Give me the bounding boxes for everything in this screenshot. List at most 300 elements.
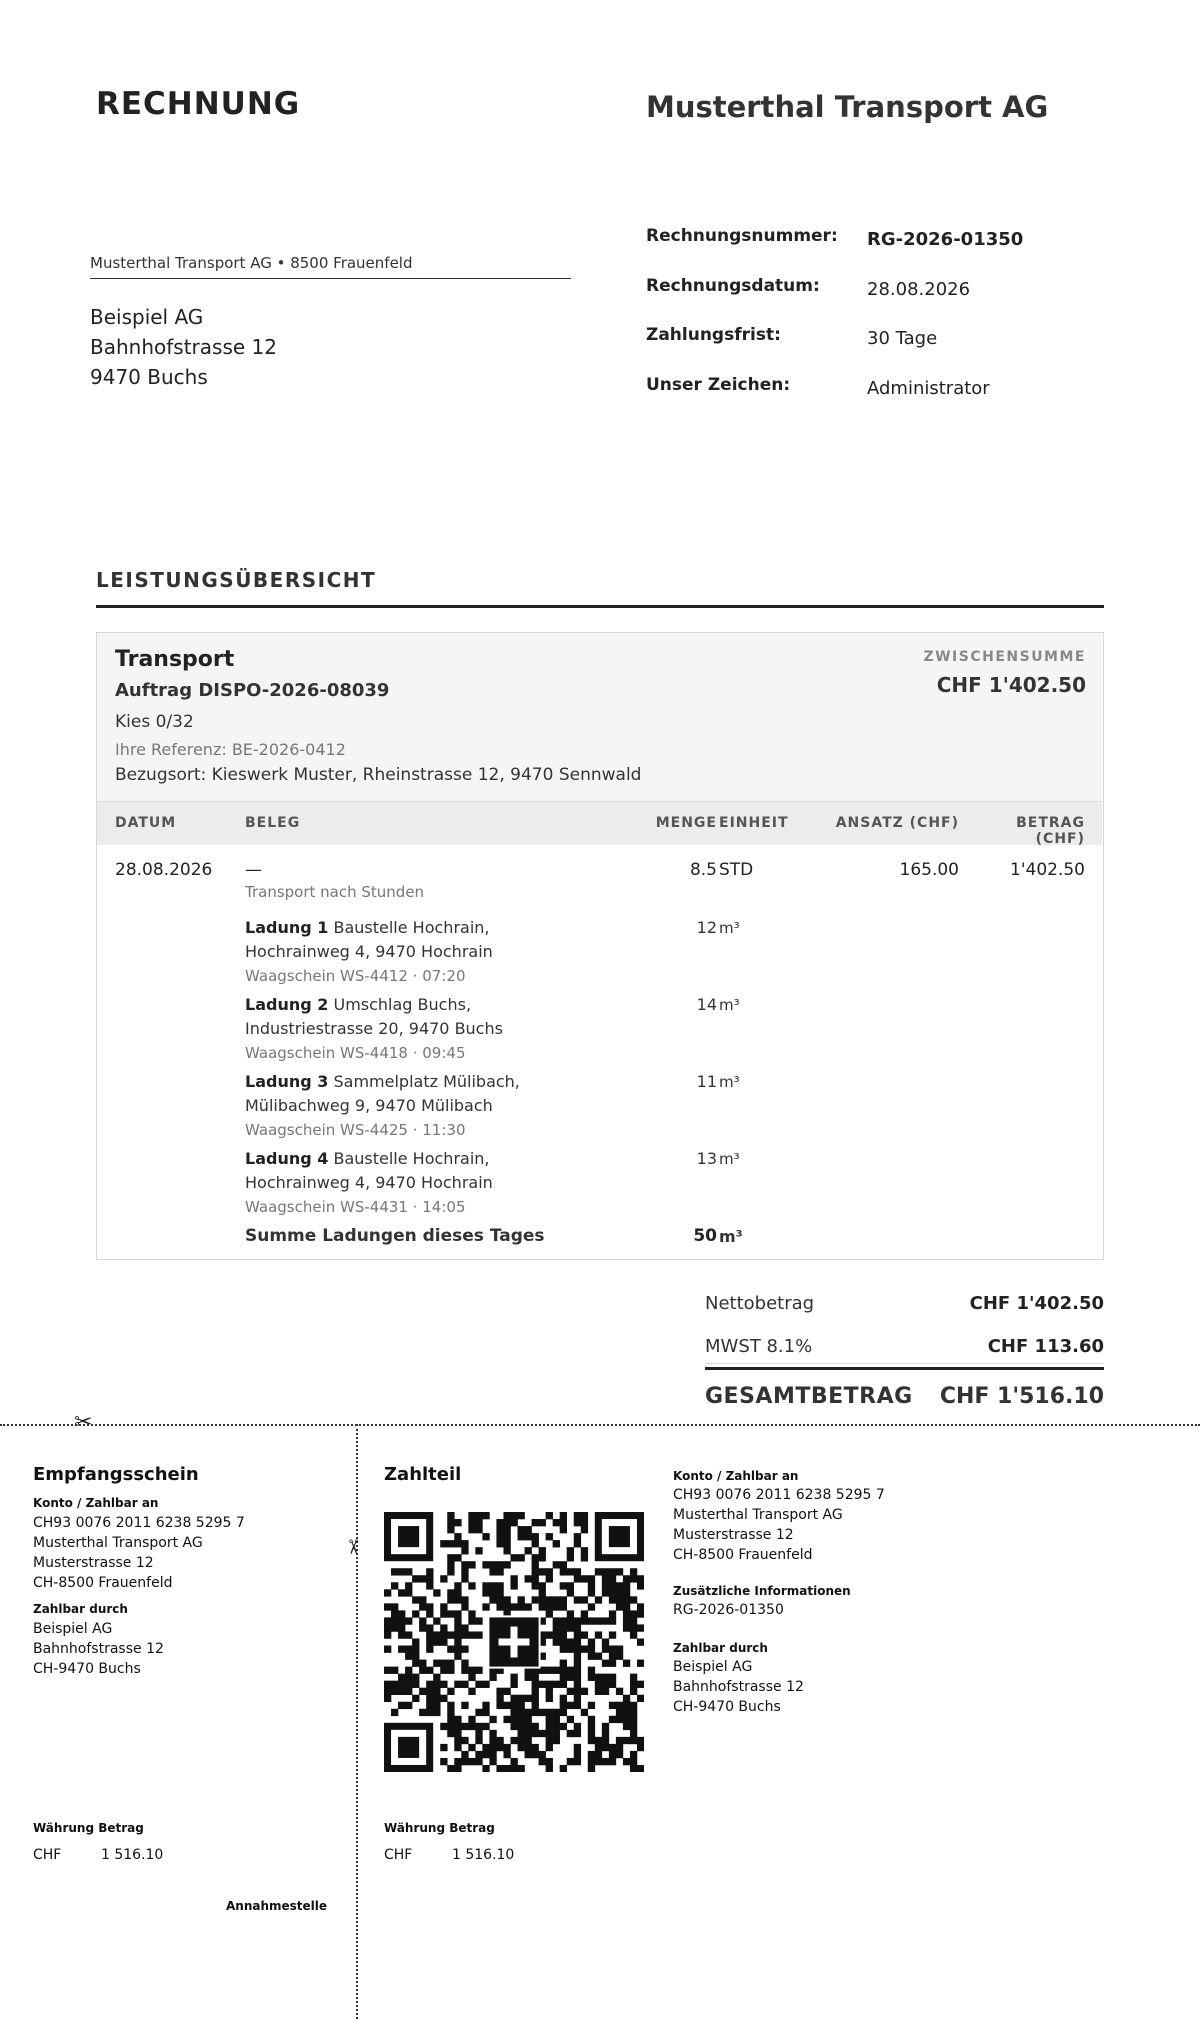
- qr-module: [419, 1596, 426, 1603]
- qr-module: [510, 1765, 517, 1772]
- receipt-currency: CHF: [33, 1847, 62, 1863]
- qr-module: [475, 1709, 482, 1716]
- qr-module: [461, 1646, 468, 1653]
- qr-module: [503, 1512, 510, 1519]
- qr-module: [398, 1674, 405, 1681]
- qr-module: [405, 1631, 412, 1638]
- qr-module: [532, 1744, 539, 1751]
- qr-module: [574, 1540, 581, 1547]
- qr-module: [525, 1723, 532, 1730]
- load-line1: Baustelle Hochrain,: [333, 918, 490, 937]
- qr-module: [560, 1723, 567, 1730]
- meta-label: Zahlungsfrist:: [646, 325, 781, 345]
- payment-payer-street: Bahnhofstrasse 12: [673, 1679, 804, 1695]
- qr-module: [553, 1737, 560, 1744]
- qr-module: [426, 1568, 433, 1575]
- qr-module: [454, 1624, 461, 1631]
- qr-module: [447, 1540, 454, 1547]
- qr-module: [518, 1603, 525, 1610]
- qr-module: [553, 1631, 560, 1638]
- qr-module: [602, 1730, 609, 1737]
- qr-module: [567, 1554, 574, 1561]
- qr-module: [553, 1667, 560, 1674]
- qr-module: [398, 1610, 405, 1617]
- qr-module: [510, 1758, 517, 1765]
- qr-module: [454, 1737, 461, 1744]
- qr-module: [412, 1674, 419, 1681]
- qr-module: [419, 1624, 426, 1631]
- qr-module: [447, 1589, 454, 1596]
- qr-module: [412, 1695, 419, 1702]
- qr-module: [475, 1758, 482, 1765]
- qr-module: [496, 1688, 503, 1695]
- qr-module: [532, 1688, 539, 1695]
- qr-module: [405, 1653, 412, 1660]
- qr-module: [426, 1575, 433, 1582]
- qr-module: [475, 1730, 482, 1737]
- qr-module: [623, 1589, 630, 1596]
- qr-module: [440, 1667, 447, 1674]
- qr-module: [426, 1702, 433, 1709]
- qr-module: [560, 1617, 567, 1624]
- qr-module: [454, 1596, 461, 1603]
- qr-module: [433, 1695, 440, 1702]
- qr-module: [574, 1646, 581, 1653]
- load-quantity: 12: [696, 918, 717, 937]
- section-divider: [96, 605, 1104, 608]
- qr-module: [532, 1751, 539, 1758]
- row-unit: STD: [719, 860, 754, 880]
- qr-module: [595, 1737, 602, 1744]
- qr-module: [496, 1765, 503, 1772]
- qr-module: [567, 1568, 574, 1575]
- qr-module: [574, 1568, 581, 1575]
- qr-module: [398, 1631, 405, 1638]
- service-header: [97, 633, 1102, 802]
- qr-module: [539, 1758, 546, 1765]
- qr-module: [525, 1547, 532, 1554]
- qr-module: [496, 1589, 503, 1596]
- recipient-city: 9470 Buchs: [90, 365, 208, 389]
- qr-module: [553, 1681, 560, 1688]
- qr-module: [574, 1723, 581, 1730]
- qr-module: [391, 1617, 398, 1624]
- qr-module: [405, 1568, 412, 1575]
- qr-module: [637, 1582, 644, 1589]
- qr-module: [475, 1751, 482, 1758]
- qr-module: [532, 1596, 539, 1603]
- qr-module: [440, 1660, 447, 1667]
- qr-module: [496, 1568, 503, 1575]
- qr-module: [412, 1646, 419, 1653]
- qr-module: [518, 1737, 525, 1744]
- qr-module: [482, 1561, 489, 1568]
- loads-sum-label: Summe Ladungen dieses Tages: [245, 1226, 545, 1246]
- qr-module: [567, 1547, 574, 1554]
- qr-module: [384, 1695, 391, 1702]
- qr-module: [461, 1702, 468, 1709]
- qr-module: [482, 1512, 489, 1519]
- qr-module: [489, 1737, 496, 1744]
- qr-module: [454, 1646, 461, 1653]
- qr-module: [637, 1681, 644, 1688]
- qr-module: [525, 1737, 532, 1744]
- qr-module: [595, 1631, 602, 1638]
- qr-module: [482, 1744, 489, 1751]
- qr-module: [581, 1646, 588, 1653]
- recipient-street: Bahnhofstrasse 12: [90, 335, 277, 359]
- qr-module: [454, 1730, 461, 1737]
- subtotal-label: ZWISCHENSUMME: [923, 649, 1086, 665]
- qr-module: [630, 1624, 637, 1631]
- qr-module: [384, 1681, 391, 1688]
- recipient-address: [90, 302, 277, 392]
- qr-module: [405, 1617, 412, 1624]
- qr-module: [447, 1667, 454, 1674]
- qr-module: [468, 1610, 475, 1617]
- qr-module: [447, 1512, 454, 1519]
- qr-module: [546, 1681, 553, 1688]
- payment-amount: 1 516.10: [452, 1847, 515, 1863]
- qr-module: [560, 1526, 567, 1533]
- qr-module: [616, 1568, 623, 1575]
- qr-module: [574, 1681, 581, 1688]
- qr-module: [419, 1667, 426, 1674]
- qr-module: [616, 1653, 623, 1660]
- qr-module: [489, 1730, 496, 1737]
- qr-module: [588, 1702, 595, 1709]
- qr-module: [539, 1554, 546, 1561]
- qr-module: [553, 1730, 560, 1737]
- qr-module: [496, 1526, 503, 1533]
- qr-module: [609, 1660, 616, 1667]
- qr-module: [581, 1547, 588, 1554]
- service-block: [96, 632, 1104, 1260]
- qr-module: [560, 1519, 567, 1526]
- qr-module: [510, 1702, 517, 1709]
- receipt-acceptance-point: Annahmestelle: [226, 1899, 328, 1913]
- qr-module: [609, 1582, 616, 1589]
- qr-module: [553, 1519, 560, 1526]
- qr-module: [581, 1617, 588, 1624]
- qr-module: [588, 1646, 595, 1653]
- qr-module: [574, 1638, 581, 1645]
- qr-module: [489, 1744, 496, 1751]
- qr-module: [630, 1765, 637, 1772]
- qr-module: [637, 1575, 644, 1582]
- horizontal-cut-line: [0, 1424, 1200, 1426]
- column-header-date: DATUM: [115, 815, 177, 831]
- qr-module: [539, 1709, 546, 1716]
- load-line1: Sammelplatz Mülibach,: [333, 1072, 520, 1091]
- column-header-document: BELEG: [245, 815, 301, 831]
- qr-module: [433, 1589, 440, 1596]
- qr-module: [588, 1674, 595, 1681]
- qr-module: [623, 1624, 630, 1631]
- qr-module: [553, 1603, 560, 1610]
- qr-module: [518, 1526, 525, 1533]
- qr-module: [419, 1660, 426, 1667]
- qr-module: [391, 1568, 398, 1575]
- qr-module: [525, 1533, 532, 1540]
- qr-module: [482, 1709, 489, 1716]
- row-amount: 1'402.50: [1010, 860, 1085, 880]
- qr-module: [581, 1709, 588, 1716]
- column-header-rate: ANSATZ (CHF): [835, 815, 959, 831]
- qr-module: [567, 1589, 574, 1596]
- qr-module: [475, 1667, 482, 1674]
- qr-module: [447, 1660, 454, 1667]
- qr-module: [433, 1617, 440, 1624]
- qr-module: [503, 1603, 510, 1610]
- qr-module: [525, 1709, 532, 1716]
- meta-our-sign: [646, 375, 1126, 405]
- payment-currency: CHF: [384, 1847, 413, 1863]
- load-quantity: 13: [696, 1149, 717, 1168]
- qr-module: [560, 1667, 567, 1674]
- qr-module: [630, 1688, 637, 1695]
- payment-amount-heading: Währung Betrag: [384, 1821, 495, 1835]
- qr-module: [574, 1667, 581, 1674]
- qr-module: [461, 1547, 468, 1554]
- qr-module: [609, 1758, 616, 1765]
- qr-module: [616, 1702, 623, 1709]
- qr-module: [630, 1723, 637, 1730]
- qr-module: [532, 1709, 539, 1716]
- qr-module: [461, 1540, 468, 1547]
- qr-module: [468, 1744, 475, 1751]
- qr-module: [412, 1575, 419, 1582]
- payment-info: RG-2026-01350: [673, 1602, 784, 1618]
- qr-module: [447, 1554, 454, 1561]
- qr-module: [630, 1758, 637, 1765]
- qr-module: [602, 1568, 609, 1575]
- qr-module: [525, 1730, 532, 1737]
- qr-module: [539, 1751, 546, 1758]
- qr-module: [525, 1603, 532, 1610]
- receipt-payer-city: CH-9470 Buchs: [33, 1661, 141, 1677]
- qr-module: [595, 1681, 602, 1688]
- qr-module: [510, 1695, 517, 1702]
- qr-module: [384, 1646, 391, 1653]
- qr-module: [602, 1660, 609, 1667]
- qr-module: [518, 1596, 525, 1603]
- qr-module: [405, 1667, 412, 1674]
- qr-module: [475, 1617, 482, 1624]
- qr-code: [384, 1512, 644, 1772]
- qr-module: [454, 1744, 461, 1751]
- qr-module: [482, 1603, 489, 1610]
- qr-module: [391, 1610, 398, 1617]
- qr-module: [518, 1702, 525, 1709]
- qr-module: [567, 1624, 574, 1631]
- qr-module: [609, 1617, 616, 1624]
- qr-module: [447, 1631, 454, 1638]
- qr-module: [496, 1603, 503, 1610]
- qr-module: [630, 1631, 637, 1638]
- qr-module: [630, 1737, 637, 1744]
- net-value: CHF 1'402.50: [969, 1293, 1104, 1314]
- qr-module: [553, 1723, 560, 1730]
- qr-module: [433, 1688, 440, 1695]
- qr-module: [503, 1540, 510, 1547]
- qr-module: [532, 1519, 539, 1526]
- qr-module: [461, 1624, 468, 1631]
- qr-module: [518, 1554, 525, 1561]
- qr-module: [503, 1716, 510, 1723]
- qr-module: [391, 1688, 398, 1695]
- receipt-amount: 1 516.10: [101, 1847, 164, 1863]
- service-order: Auftrag DISPO-2026-08039: [115, 680, 390, 701]
- load-line2: Mülibachweg 9, 9470 Mülibach: [245, 1096, 493, 1115]
- qr-module: [482, 1702, 489, 1709]
- qr-module: [609, 1568, 616, 1575]
- qr-module: [482, 1582, 489, 1589]
- meta-payment-term: [646, 325, 1126, 355]
- qr-module: [623, 1758, 630, 1765]
- qr-module: [426, 1688, 433, 1695]
- qr-module: [623, 1709, 630, 1716]
- qr-module: [560, 1582, 567, 1589]
- qr-module: [574, 1744, 581, 1751]
- load-unit: m³: [719, 1073, 740, 1091]
- qr-module: [567, 1646, 574, 1653]
- qr-module: [595, 1617, 602, 1624]
- qr-module: [546, 1730, 553, 1737]
- qr-module: [567, 1730, 574, 1737]
- qr-module: [588, 1603, 595, 1610]
- load-label: Ladung 3: [245, 1072, 329, 1091]
- qr-module: [609, 1596, 616, 1603]
- row-quantity: 8.5: [689, 860, 717, 880]
- qr-module: [560, 1561, 567, 1568]
- qr-module: [560, 1596, 567, 1603]
- qr-module: [567, 1617, 574, 1624]
- qr-module: [475, 1547, 482, 1554]
- qr-module: [602, 1737, 609, 1744]
- qr-module: [433, 1638, 440, 1645]
- qr-module: [447, 1709, 454, 1716]
- qr-module: [461, 1681, 468, 1688]
- qr-module: [454, 1533, 461, 1540]
- qr-module: [440, 1723, 447, 1730]
- load-unit: m³: [719, 1150, 740, 1168]
- qr-module: [384, 1617, 391, 1624]
- qr-module: [454, 1519, 461, 1526]
- load-slip: Waagschein WS-4425 · 11:30: [245, 1121, 466, 1139]
- qr-module: [419, 1603, 426, 1610]
- qr-module: [419, 1617, 426, 1624]
- qr-module: [567, 1758, 574, 1765]
- qr-module: [574, 1688, 581, 1695]
- qr-module: [398, 1681, 405, 1688]
- qr-module: [496, 1533, 503, 1540]
- qr-module: [489, 1561, 496, 1568]
- qr-module: [503, 1688, 510, 1695]
- qr-module: [560, 1603, 567, 1610]
- qr-module: [405, 1646, 412, 1653]
- load-line2: Hochrainweg 4, 9470 Hochrain: [245, 942, 493, 961]
- qr-module: [468, 1519, 475, 1526]
- meta-value: 30 Tage: [867, 328, 938, 349]
- qr-module: [489, 1674, 496, 1681]
- column-header-quantity: MENGE: [655, 815, 717, 831]
- qr-module: [574, 1617, 581, 1624]
- column-header-amount: BETRAG (CHF): [1016, 815, 1085, 847]
- qr-module: [546, 1596, 553, 1603]
- qr-module: [482, 1681, 489, 1688]
- qr-module: [454, 1638, 461, 1645]
- qr-module: [433, 1709, 440, 1716]
- qr-module: [609, 1575, 616, 1582]
- qr-module: [567, 1702, 574, 1709]
- qr-module: [623, 1575, 630, 1582]
- qr-module: [539, 1730, 546, 1737]
- qr-module: [454, 1554, 461, 1561]
- qr-module: [398, 1624, 405, 1631]
- receipt-account-heading: Konto / Zahlbar an: [33, 1496, 159, 1510]
- qr-module: [560, 1765, 567, 1772]
- qr-module: [475, 1737, 482, 1744]
- qr-module: [426, 1631, 433, 1638]
- qr-module: [553, 1709, 560, 1716]
- qr-module: [623, 1702, 630, 1709]
- qr-module: [623, 1582, 630, 1589]
- qr-module: [468, 1526, 475, 1533]
- qr-module: [468, 1758, 475, 1765]
- qr-module: [567, 1638, 574, 1645]
- qr-module: [503, 1765, 510, 1772]
- qr-module: [468, 1674, 475, 1681]
- qr-module: [574, 1533, 581, 1540]
- totals-divider: [705, 1363, 1104, 1364]
- meta-label: Rechnungsdatum:: [646, 276, 820, 296]
- qr-module: [630, 1716, 637, 1723]
- qr-module: [426, 1582, 433, 1589]
- qr-module: [532, 1681, 539, 1688]
- qr-module: [553, 1540, 560, 1547]
- qr-module: [574, 1512, 581, 1519]
- meta-invoice-number: [646, 226, 1126, 256]
- qr-module: [503, 1533, 510, 1540]
- qr-module: [616, 1603, 623, 1610]
- qr-module: [518, 1723, 525, 1730]
- qr-module: [503, 1519, 510, 1526]
- qr-module: [482, 1589, 489, 1596]
- qr-module: [384, 1624, 391, 1631]
- qr-finder-pattern: [609, 1526, 630, 1547]
- qr-module: [623, 1660, 630, 1667]
- qr-module: [518, 1730, 525, 1737]
- qr-module: [623, 1737, 630, 1744]
- qr-module: [581, 1596, 588, 1603]
- qr-module: [560, 1702, 567, 1709]
- qr-module: [398, 1702, 405, 1709]
- qr-module: [405, 1589, 412, 1596]
- qr-module: [588, 1716, 595, 1723]
- qr-module: [630, 1681, 637, 1688]
- qr-module: [482, 1533, 489, 1540]
- qr-module: [510, 1674, 517, 1681]
- payment-creditor-street: Musterstrasse 12: [673, 1527, 794, 1543]
- qr-module: [454, 1540, 461, 1547]
- load-label: Ladung 1: [245, 918, 329, 937]
- qr-module: [482, 1751, 489, 1758]
- qr-module: [574, 1702, 581, 1709]
- meta-label: Rechnungsnummer:: [646, 226, 838, 246]
- qr-module: [616, 1596, 623, 1603]
- qr-module: [588, 1737, 595, 1744]
